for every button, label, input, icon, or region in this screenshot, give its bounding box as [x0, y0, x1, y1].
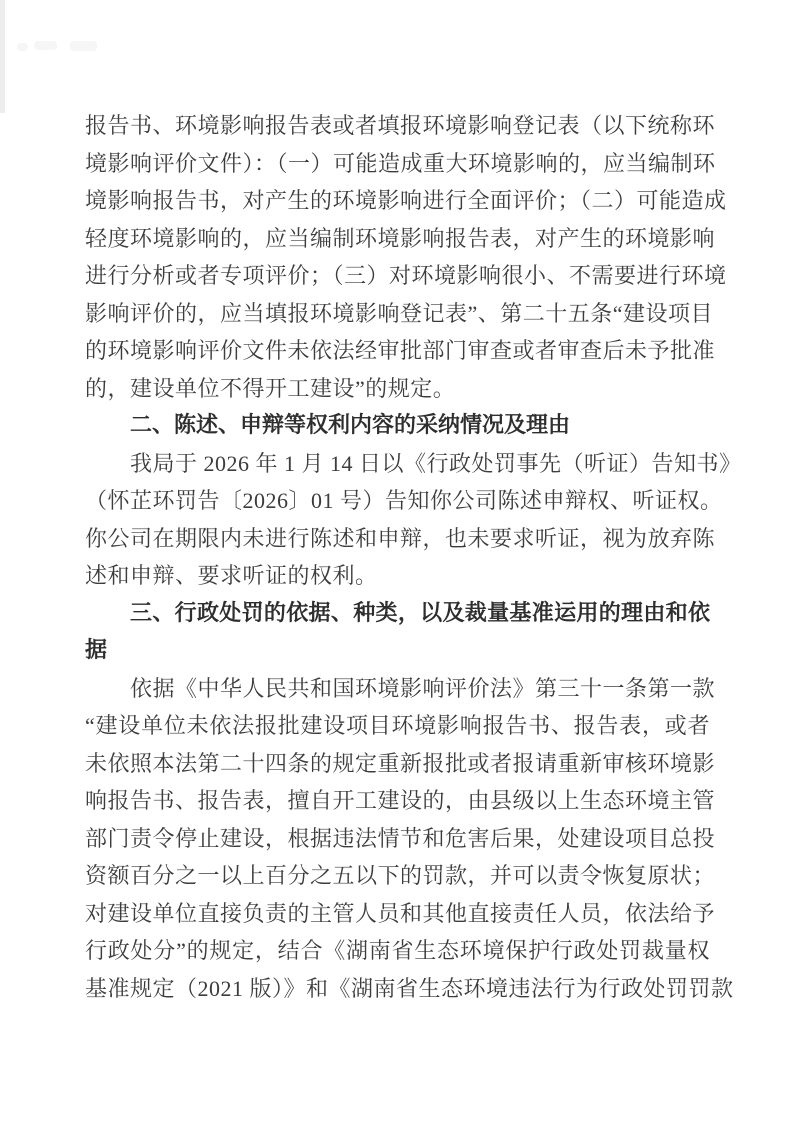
section-heading: 据	[85, 638, 108, 663]
text-line: 未依照本法第二十四条的规定重新报批或者报请重新审核环境影	[85, 750, 716, 776]
text-line: 我局于 2026 年 1 月 14 日以《行政处罚事先（听证）告知书》	[130, 450, 742, 476]
text-line: （怀芷环罚告〔2026〕01 号）告知你公司陈述申辩权、听证权。	[85, 488, 723, 513]
text-line: 响报告书、报告表，擅自开工建设的，由县级以上生态环境主管	[85, 788, 716, 813]
document-text-block	[85, 107, 742, 1007]
scan-edge-artifact	[0, 0, 5, 113]
text-line: 行政处分”的规定，结合《湖南省生态环境保护行政处罚裁量权	[85, 938, 710, 963]
text-line: 境影响报告书，对产生的环境影响进行全面评价；（二）可能造成	[85, 188, 727, 213]
text-line: 进行分析或者专项评价；（三）对环境影响很小、不需要进行环境	[85, 263, 727, 288]
text-line: 境影响评价文件）：（一）可能造成重大环境影响的，应当编制环	[85, 150, 716, 176]
scan-smudge-artifact	[34, 41, 57, 50]
section-heading: 二、陈述、申辩等权利内容的采纳情况及理由	[130, 413, 571, 438]
text-line: 轻度环境影响的，应当编制环境影响报告表，对产生的环境影响	[85, 225, 716, 251]
scan-smudge-artifact	[70, 41, 97, 51]
text-line: 的环境影响评价文件未依法经审批部门审查或者审查后未予批准	[85, 338, 716, 363]
scan-smudge-artifact	[17, 43, 28, 51]
text-line: 基准规定（2021 版）》和《湖南省生态环境违法行为行政处罚罚款	[85, 975, 734, 1001]
text-line: 资额百分之一以上百分之五以下的罚款，并可以责令恢复原状；	[85, 863, 716, 888]
text-line: 报告书、环境影响报告表或者填报环境影响登记表（以下统称环	[85, 113, 716, 138]
text-line: 述和申辩、要求听证的权利。	[85, 563, 378, 588]
text-line: 你公司在期限内未进行陈述和申辩，也未要求听证，视为放弃陈	[85, 525, 716, 551]
text-line: 部门责令停止建设，根据违法情节和危害后果，处建设项目总投	[85, 825, 716, 851]
text-line: 的，建设单位不得开工建设”的规定。	[85, 375, 456, 401]
text-line: 影响评价的，应当填报环境影响登记表”、第二十五条“建设项目	[85, 300, 714, 326]
section-heading: 三、行政处罚的依据、种类，以及裁量基准运用的理由和依	[130, 600, 710, 626]
text-line: 对建设单位直接负责的主管人员和其他直接责任人员，依法给予	[85, 900, 716, 926]
text-line: 依据《中华人民共和国环境影响评价法》第三十一条第一款	[130, 675, 716, 701]
text-line: “建设单位未依法报批建设项目环境影响报告书、报告表，或者	[85, 713, 710, 738]
